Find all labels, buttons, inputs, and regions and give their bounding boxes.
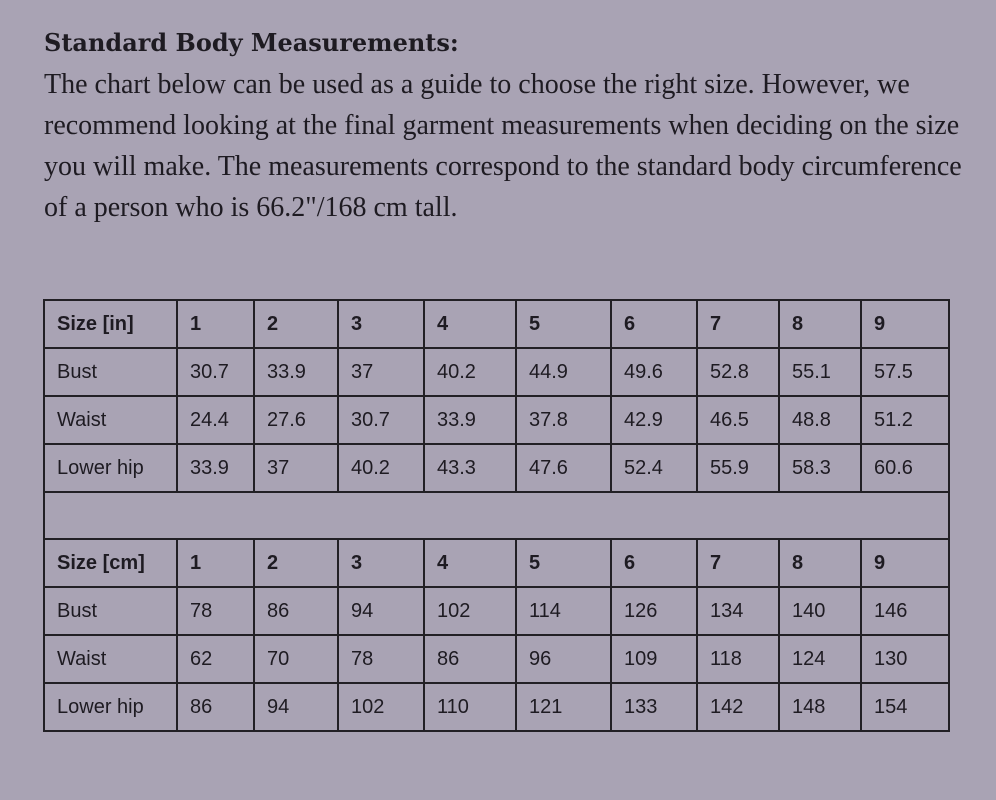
size-chart-table: [43, 299, 950, 732]
measurement-value: 78: [177, 587, 254, 635]
inches-size-2: 2: [254, 300, 338, 348]
measurement-value: 52.4: [611, 444, 697, 492]
inches-size-8: 8: [779, 300, 861, 348]
measurement-label: Lower hip: [44, 444, 177, 492]
measurement-value: 121: [516, 683, 611, 731]
cm-size-4: 4: [424, 539, 516, 587]
cm-section: [44, 539, 949, 731]
measurement-value: 96: [516, 635, 611, 683]
spacer-row: [44, 492, 949, 539]
measurement-value: 55.9: [697, 444, 779, 492]
page-title: Standard Body Measurements:: [44, 28, 459, 57]
measurement-value: 86: [424, 635, 516, 683]
measurement-value: 37.8: [516, 396, 611, 444]
inches-row-waist: [44, 396, 949, 444]
measurement-label: Lower hip: [44, 683, 177, 731]
measurement-value: 62: [177, 635, 254, 683]
measurement-value: 134: [697, 587, 779, 635]
measurement-label: Bust: [44, 348, 177, 396]
measurement-value: 51.2: [861, 396, 949, 444]
measurement-value: 102: [338, 683, 424, 731]
inches-row-lower-hip: [44, 444, 949, 492]
measurement-value: 70: [254, 635, 338, 683]
measurement-value: 57.5: [861, 348, 949, 396]
measurement-value: 47.6: [516, 444, 611, 492]
measurement-label: Waist: [44, 396, 177, 444]
measurement-label: Bust: [44, 587, 177, 635]
measurement-value: 37: [254, 444, 338, 492]
measurement-value: 114: [516, 587, 611, 635]
spacer-cell: [44, 492, 949, 539]
measurement-value: 33.9: [254, 348, 338, 396]
measurement-value: 86: [254, 587, 338, 635]
measurement-value: 33.9: [177, 444, 254, 492]
measurement-value: 102: [424, 587, 516, 635]
inches-row-bust: [44, 348, 949, 396]
measurement-value: 109: [611, 635, 697, 683]
inches-size-5: 5: [516, 300, 611, 348]
measurement-value: 146: [861, 587, 949, 635]
measurement-value: 37: [338, 348, 424, 396]
measurement-value: 27.6: [254, 396, 338, 444]
measurement-value: 133: [611, 683, 697, 731]
measurement-value: 33.9: [424, 396, 516, 444]
measurement-value: 58.3: [779, 444, 861, 492]
measurement-value: 154: [861, 683, 949, 731]
cm-header-row: [44, 539, 949, 587]
measurement-value: 30.7: [338, 396, 424, 444]
section-divider: [44, 492, 949, 539]
inches-size-1: 1: [177, 300, 254, 348]
cm-size-9: 9: [861, 539, 949, 587]
measurement-value: 46.5: [697, 396, 779, 444]
inches-size-6: 6: [611, 300, 697, 348]
measurement-value: 55.1: [779, 348, 861, 396]
measurement-value: 118: [697, 635, 779, 683]
inches-size-4: 4: [424, 300, 516, 348]
measurement-value: 44.9: [516, 348, 611, 396]
measurement-value: 60.6: [861, 444, 949, 492]
cm-size-6: 6: [611, 539, 697, 587]
inches-size-label: Size [in]: [44, 300, 177, 348]
cm-row-lower-hip: [44, 683, 949, 731]
cm-size-3: 3: [338, 539, 424, 587]
inches-section: [44, 300, 949, 492]
measurement-value: 148: [779, 683, 861, 731]
measurement-label: Waist: [44, 635, 177, 683]
inches-size-9: 9: [861, 300, 949, 348]
measurement-value: 40.2: [424, 348, 516, 396]
cm-size-7: 7: [697, 539, 779, 587]
measurement-value: 42.9: [611, 396, 697, 444]
inches-size-7: 7: [697, 300, 779, 348]
measurement-value: 43.3: [424, 444, 516, 492]
measurement-value: 124: [779, 635, 861, 683]
measurement-value: 24.4: [177, 396, 254, 444]
cm-size-8: 8: [779, 539, 861, 587]
measurement-value: 86: [177, 683, 254, 731]
measurement-value: 140: [779, 587, 861, 635]
measurement-value: 94: [254, 683, 338, 731]
measurement-value: 142: [697, 683, 779, 731]
measurement-value: 40.2: [338, 444, 424, 492]
cm-size-5: 5: [516, 539, 611, 587]
cm-row-bust: [44, 587, 949, 635]
measurement-value: 126: [611, 587, 697, 635]
measurement-value: 130: [861, 635, 949, 683]
cm-size-1: 1: [177, 539, 254, 587]
cm-row-waist: [44, 635, 949, 683]
inches-size-3: 3: [338, 300, 424, 348]
measurement-value: 30.7: [177, 348, 254, 396]
measurement-value: 52.8: [697, 348, 779, 396]
measurement-value: 78: [338, 635, 424, 683]
inches-header-row: [44, 300, 949, 348]
measurement-value: 110: [424, 683, 516, 731]
measurement-value: 48.8: [779, 396, 861, 444]
measurement-value: 49.6: [611, 348, 697, 396]
cm-size-2: 2: [254, 539, 338, 587]
cm-size-label: Size [cm]: [44, 539, 177, 587]
intro-paragraph: The chart below can be used as a guide to choose the right size. However, we recommend looking at the final garment measurements when deciding on the size you will make. The measurements correspond to the standard body circumference of a person who is 66.2"/168 cm tall.: [44, 69, 962, 223]
measurement-value: 94: [338, 587, 424, 635]
